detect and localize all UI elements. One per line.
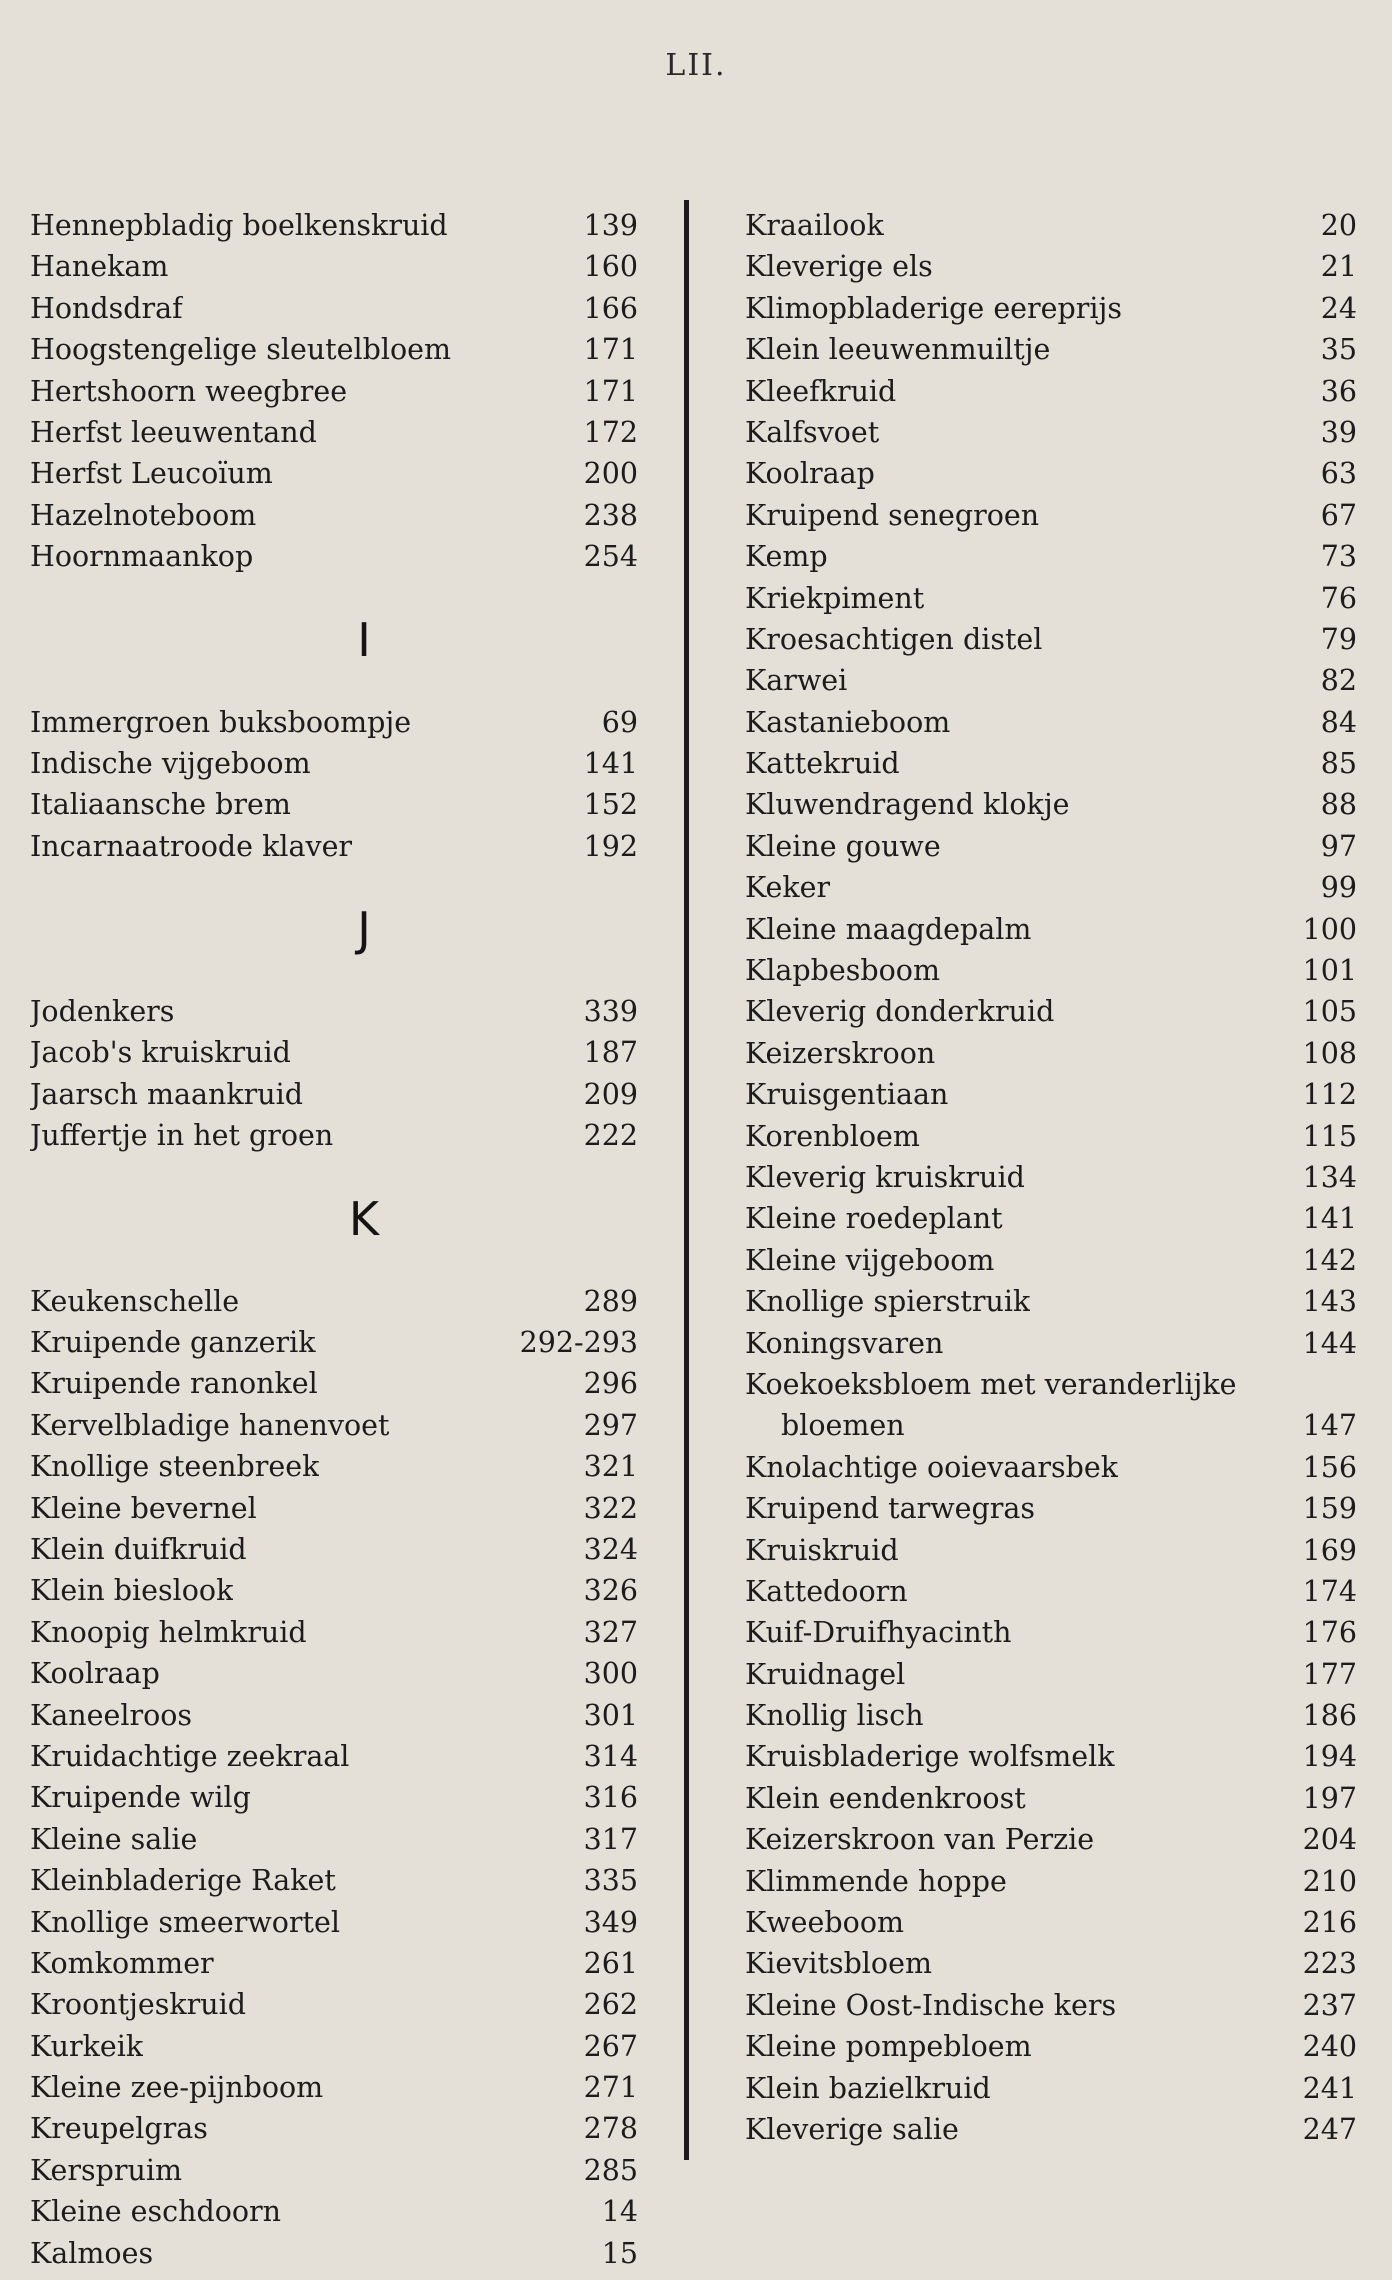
entry-page: 186 [1302,1699,1357,1733]
entry-name: Kleverige els [745,250,933,284]
entry-page: 297 [583,1408,638,1442]
index-entry [745,412,1357,453]
entry-page: 172 [583,415,638,449]
index-entry [745,1033,1357,1074]
entry-page: 143 [1302,1285,1357,1319]
index-entry [30,1032,638,1073]
entry-page: 339 [583,995,638,1029]
entry-page: 316 [583,1781,638,1815]
index-entry [745,743,1357,784]
index-entry [30,1322,638,1363]
index-entry [745,1323,1357,1364]
entry-name: Knollige smeerwortel [30,1905,340,1939]
index-entry [30,2067,638,2108]
entry-page: 301 [583,1698,638,1732]
index-entry [745,991,1357,1032]
entry-name: Kleine roedeplant [745,1202,1003,1236]
entry-name: Kroesachtigen distel [745,622,1043,656]
entry-page: 204 [1302,1823,1357,1857]
entry-name: Kleine gouwe [745,829,941,863]
entry-page: 152 [583,788,638,822]
entry-name: Kleefkruid [745,374,897,408]
entry-name: Kruidachtige zeekraal [30,1739,350,1773]
index-entry [745,660,1357,701]
entry-name: Kreupelgras [30,2112,208,2146]
index-entry [30,495,638,536]
index-entry [30,205,638,246]
entry-name: Kruisbladerige wolfsmelk [745,1740,1115,1774]
letter-heading: I [357,612,371,667]
index-entry [30,1363,638,1404]
entry-name: Karwei [745,664,848,698]
index-entry [745,1116,1357,1157]
entry-page: 171 [583,333,638,367]
entry-page: 267 [583,2029,638,2063]
entry-name: Jacob's kruiskruid [30,1036,291,1070]
index-entry [30,453,638,494]
entry-page: 300 [583,1657,638,1691]
entry-name: Kalfsvoet [745,415,880,449]
entry-page: 84 [1320,705,1357,739]
entry-name: Koolraap [745,457,875,491]
entry-page: 85 [1320,747,1357,781]
entry-name: Kleine salie [30,1822,198,1856]
index-entry [30,1902,638,1943]
index-entry [30,1281,638,1322]
entry-page: 39 [1320,415,1357,449]
entry-name: Incarnaatroode klaver [30,829,353,863]
index-entry [30,1570,638,1611]
entry-page: 176 [1302,1616,1357,1650]
index-entry [30,288,638,329]
entry-page: 67 [1320,498,1357,532]
entry-name: Klein bieslook [30,1574,234,1608]
entry-page: 105 [1302,995,1357,1029]
entry-page: 241 [1302,2071,1357,2105]
entry-page: 296 [583,1367,638,1401]
entry-name: Keizerskroon [745,1036,936,1070]
entry-page: 24 [1320,291,1357,325]
entry-name: Kruipend tarwegras [745,1492,1035,1526]
index-entry [745,1281,1357,1322]
index-entry [30,1653,638,1694]
entry-name: Hoornmaankop [30,540,254,574]
entry-page: 166 [583,291,638,325]
entry-name: Kruipende ranonkel [30,1367,318,1401]
entry-page: 254 [583,540,638,574]
entry-page: 112 [1302,1078,1357,1112]
index-entry [745,619,1357,660]
index-entry [745,1571,1357,1612]
entry-name: Klein leeuwenmuiltje [745,333,1051,367]
entry-name: Kaneelroos [30,1698,193,1732]
entry-page: 82 [1320,664,1357,698]
entry-name: Hoogstengelige sleutelbloem [30,333,452,367]
entry-page: 192 [583,829,638,863]
index-entry [745,453,1357,494]
entry-page: 79 [1320,622,1357,656]
index-entry [745,826,1357,867]
entry-page: 314 [583,1739,638,1773]
entry-name: Kleine vijgeboom [745,1243,995,1277]
entry-name: Kweeboom [745,1906,905,1940]
entry-page: 160 [583,250,638,284]
index-entry [30,1777,638,1818]
entry-page: 97 [1320,829,1357,863]
entry-page: 321 [583,1450,638,1484]
entry-page: 144 [1302,1326,1357,1360]
entry-name: Kruiskruid [745,1533,899,1567]
entry-page: 223 [1302,1947,1357,1981]
entry-name: Kleine Oost-Indische kers [745,1988,1117,2022]
entry-page: 237 [1302,1988,1357,2022]
index-entry [30,1943,638,1984]
index-entry [745,1861,1357,1902]
index-entry [30,2026,638,2067]
index-entry [745,1778,1357,1819]
entry-page: 63 [1320,457,1357,491]
index-entry [30,743,638,784]
index-entry [745,495,1357,536]
index-entry [745,1612,1357,1653]
index-entry [745,2109,1357,2150]
entry-name: Klimopbladerige eereprijs [745,291,1122,325]
entry-page: 141 [583,746,638,780]
entry-page: 247 [1302,2112,1357,2146]
entry-name: Knolachtige ooievaarsbek [745,1450,1118,1484]
entry-page: 238 [583,498,638,532]
entry-name: Kraailook [745,209,884,242]
entry-page: 349 [583,1905,638,1939]
index-entry [745,246,1357,287]
entry-name: Hondsdraf [30,291,183,325]
entry-name: Indische vijgeboom [30,746,311,780]
index-entry [745,1074,1357,1115]
entry-name: Herfst leeuwentand [30,415,317,449]
index-entry [30,536,638,577]
entry-page: 187 [583,1036,638,1070]
index-entry [745,950,1357,991]
index-entry [745,1985,1357,2026]
entry-name: Kriekpiment [745,581,925,615]
entry-name: Korenbloem [745,1119,920,1153]
entry-page: 169 [1302,1533,1357,1567]
index-entry [30,826,638,867]
entry-name: Kleverig donderkruid [745,995,1055,1029]
index-entry [30,2233,638,2274]
index-entry [745,1819,1357,1860]
entry-page: 285 [583,2153,638,2187]
index-entry [745,909,1357,950]
entry-page: 141 [1302,1202,1357,1236]
entry-page: 36 [1320,374,1357,408]
index-entry [30,1819,638,1860]
index-entry [745,1364,1357,1405]
letter-heading: J [357,902,371,957]
entry-name: Hanekam [30,250,169,284]
entry-name: Kruipende ganzerik [30,1326,316,1360]
index-entry [745,536,1357,577]
entry-name: Kroontjeskruid [30,1988,246,2022]
entry-page: 21 [1320,250,1357,284]
index-column-left [30,205,638,2274]
index-entry [30,1115,638,1156]
index-entry [745,1488,1357,1529]
index-entry [745,702,1357,743]
index-column-right [745,205,1357,2150]
entry-name: Kruidnagel [745,1657,906,1691]
index-entry [745,1157,1357,1198]
entry-name: Kemp [745,540,828,574]
entry-name: Kalmoes [30,2236,154,2270]
index-entry [745,205,1357,246]
entry-page: 139 [583,209,638,242]
entry-name: Kuif-Druifhyacinth [745,1616,1012,1650]
entry-page: 200 [583,457,638,491]
entry-name: Kervelbladige hanenvoet [30,1408,390,1442]
entry-page: 322 [583,1491,638,1525]
entry-page: 278 [583,2112,638,2146]
entry-page: 289 [583,1284,638,1318]
entry-name: Juffertje in het groen [30,1119,334,1153]
index-entry [745,1943,1357,1984]
entry-page: 261 [583,1946,638,1980]
entry-name: Kleverig kruiskruid [745,1160,1025,1194]
index-entry [30,784,638,825]
entry-name: Komkommer [30,1946,214,1980]
entry-page: 69 [601,705,638,739]
entry-page: 20 [1320,209,1357,242]
entry-page: 156 [1302,1450,1357,1484]
entry-page: 177 [1302,1657,1357,1691]
entry-page: 222 [583,1119,638,1153]
entry-name: Koolraap [30,1657,160,1691]
index-entry [745,1736,1357,1777]
entry-name: Klein bazielkruid [745,2071,991,2105]
entry-name: Herfst Leucoïum [30,457,273,491]
entry-name: Knollige steenbreek [30,1450,320,1484]
entry-name: Kerspruim [30,2153,183,2187]
entry-name: Kleine pompebloem [745,2030,1032,2064]
index-entry [745,1405,1357,1446]
index-entry [745,2068,1357,2109]
entry-page: 326 [583,1574,638,1608]
index-entry [745,867,1357,908]
index-entry [30,329,638,370]
entry-name: Kleine eschdoorn [30,2195,282,2229]
entry-page: 209 [583,1077,638,1111]
entry-page: 88 [1320,788,1357,822]
entry-page: 174 [1302,1574,1357,1608]
entry-name: Kleine maagdepalm [745,912,1032,946]
entry-name: Kleine zee-pijnboom [30,2071,324,2105]
entry-name: Kattekruid [745,747,900,781]
index-entry [745,1695,1357,1736]
entry-page: 115 [1302,1119,1357,1153]
entry-page: 194 [1302,1740,1357,1774]
index-entry [745,1654,1357,1695]
entry-name: Kruipend senegroen [745,498,1040,532]
entry-page: 147 [1302,1409,1357,1443]
entry-name: Knoopig helmkruid [30,1615,307,1649]
index-entry [30,1488,638,1529]
entry-page: 271 [583,2071,638,2105]
entry-page: 210 [1302,1864,1357,1898]
entry-page: 134 [1302,1160,1357,1194]
entry-name: Kleverige salie [745,2112,959,2146]
index-entry [30,1074,638,1115]
entry-page: 159 [1302,1492,1357,1526]
entry-page: 73 [1320,540,1357,574]
entry-page: 100 [1302,912,1357,946]
entry-page: 292-293 [519,1326,638,1360]
entry-name: Klein eendenkroost [745,1781,1026,1815]
entry-page: 240 [1302,2030,1357,2064]
index-entry [745,784,1357,825]
entry-name: Klein duifkruid [30,1532,247,1566]
entry-name: Jodenkers [30,995,175,1029]
index-entry [30,1860,638,1901]
index-entry [745,1240,1357,1281]
index-entry [745,1198,1357,1239]
entry-name: Kastanieboom [745,705,951,739]
entry-name: Immergroen buksboompje [30,705,412,739]
index-entry [30,1529,638,1570]
entry-name: Jaarsch maankruid [30,1077,304,1111]
entry-name: Hertshoorn weegbree [30,374,348,408]
page-number: LII. [665,48,727,83]
index-entry [30,1984,638,2025]
entry-name: Italiaansche brem [30,788,291,822]
index-entry [30,1405,638,1446]
index-entry [30,1446,638,1487]
index-entry [30,1695,638,1736]
entry-name: Kievitsbloem [745,1947,932,1981]
entry-page: 76 [1320,581,1357,615]
index-entry [30,2191,638,2232]
entry-name: Kattedoorn [745,1574,908,1608]
entry-name: Knollig lisch [745,1699,924,1733]
entry-name: Kruipende wilg [30,1781,251,1815]
entry-page: 108 [1302,1036,1357,1070]
index-entry [745,578,1357,619]
entry-page: 197 [1302,1781,1357,1815]
entry-name: Klimmende hoppe [745,1864,1007,1898]
index-entry [30,246,638,287]
index-entry [745,329,1357,370]
entry-page: 14 [601,2195,638,2229]
index-entry [30,1736,638,1777]
entry-name: Kurkeik [30,2029,144,2063]
entry-page: 262 [583,1988,638,2022]
entry-page: 335 [583,1864,638,1898]
entry-name: Klapbesboom [745,954,940,988]
entry-name: Keukenschelle [30,1284,240,1318]
entry-page: 327 [583,1615,638,1649]
entry-page: 324 [583,1532,638,1566]
index-entry [745,2026,1357,2067]
entry-name: Keizerskroon van Perzie [745,1823,1095,1857]
entry-page: 35 [1320,333,1357,367]
entry-name: Kluwendragend klokje [745,788,1070,822]
entry-name: Koningsvaren [745,1326,944,1360]
entry-name: Hennepbladig boelkenskruid [30,209,448,242]
entry-page: 216 [1302,1906,1357,1940]
entry-name: Keker [745,871,831,905]
column-divider [684,200,689,2160]
index-entry [30,702,638,743]
entry-page: 15 [601,2236,638,2270]
entry-name: Hazelnoteboom [30,498,257,532]
entry-page: 101 [1302,954,1357,988]
entry-name: Kruisgentiaan [745,1078,949,1112]
index-entry [745,1530,1357,1571]
index-entry [30,1612,638,1653]
entry-name: Kleine bevernel [30,1491,257,1525]
entry-page: 99 [1320,871,1357,905]
entry-page: 317 [583,1822,638,1856]
letter-heading: K [348,1191,380,1246]
index-entry [30,412,638,453]
index-entry [30,2108,638,2149]
entry-name: Koekoeksbloem met veranderlijke [745,1367,1237,1401]
index-entry [745,288,1357,329]
index-entry [30,991,638,1032]
index-entry [745,371,1357,412]
index-entry [30,2150,638,2191]
index-entry [745,1902,1357,1943]
index-entry [30,371,638,412]
entry-name: Kleinbladerige Raket [30,1864,336,1898]
entry-name: Knollige spierstruik [745,1285,1031,1319]
entry-page: 171 [583,374,638,408]
entry-name: bloemen [781,1409,905,1443]
index-entry [745,1447,1357,1488]
entry-page: 142 [1302,1243,1357,1277]
